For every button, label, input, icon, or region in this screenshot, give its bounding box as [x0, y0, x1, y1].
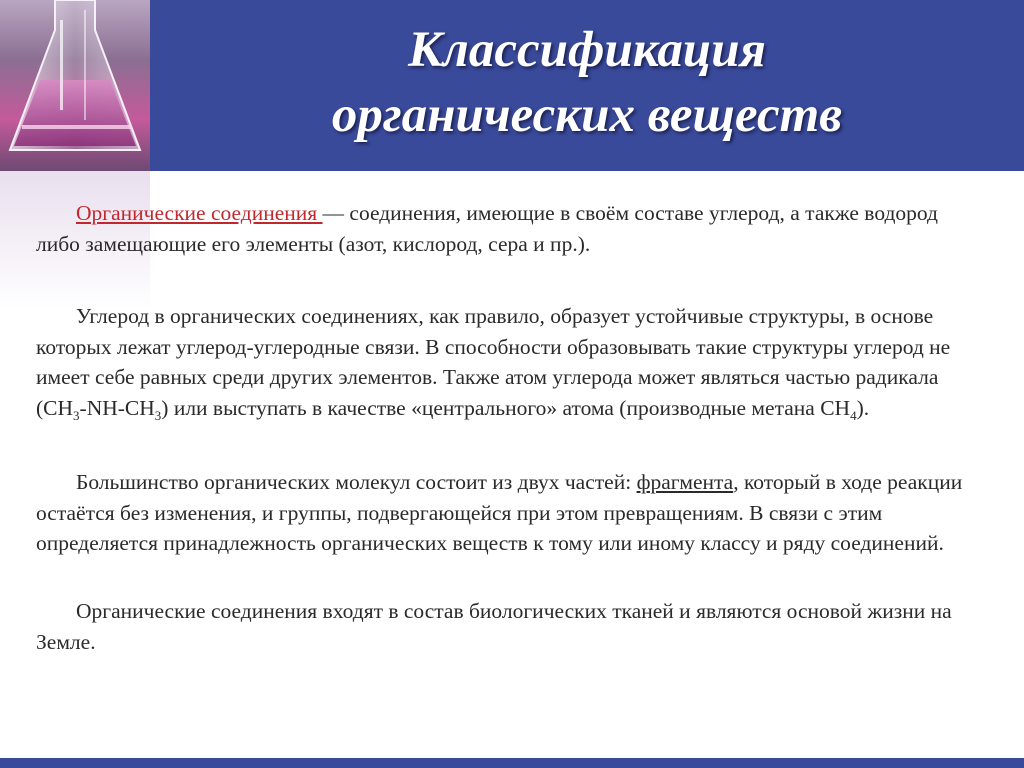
- paragraph-carbon: [36, 301, 986, 423]
- life-text: Органические соединения входят в состав биологических тканей и являются основой жизни на Земле.: [36, 599, 952, 654]
- title-line-2: органических веществ: [331, 87, 843, 143]
- molecules-text: Большинство органических молекул состоит из двух частей:: [76, 470, 637, 494]
- subscript: 3: [154, 407, 162, 423]
- definition-text: — соединения, имеющие в своём составе углерод, а также водород либо замещающие его элементы (азот, кислород, сера и пр.).: [36, 201, 938, 256]
- carbon-text-2: ) или выступать в качестве «центрального» атома (производные метана CH: [161, 395, 851, 420]
- paragraph-definition: [36, 198, 986, 259]
- footer-bar: [0, 758, 1024, 768]
- formula-mid: -NH-CH: [79, 395, 155, 420]
- flask-image: [0, 0, 150, 171]
- slide-title: [150, 18, 1024, 148]
- carbon-text-end: ).: [856, 395, 870, 420]
- title-line-1: Классификация: [408, 22, 766, 78]
- paragraph-life: [36, 596, 986, 657]
- subscript: 3: [73, 407, 80, 423]
- subscript: 4: [850, 407, 857, 423]
- paragraph-molecules: [36, 467, 986, 559]
- fragment-link[interactable]: фрагмента: [636, 470, 734, 494]
- carbon-text: Углерод в органических соединениях, как правило, образует устойчивые структуры, в основе которых лежат углерод-углеродные связи. В способности образовывать такие структуры углерод не имеет себе равных среди других элементов. Также атом углерода может являться частью радикала (CH: [36, 304, 951, 420]
- molecules-text-2: , который в ходе реакции остаётся без изменения, и группы, подвергающейся при этом превращениям. В связи с этим определяется принадлежность органических веществ к тому или иному классу и ряду соединений.: [36, 470, 963, 555]
- term-organic-compounds[interactable]: Органические соединения: [76, 201, 323, 225]
